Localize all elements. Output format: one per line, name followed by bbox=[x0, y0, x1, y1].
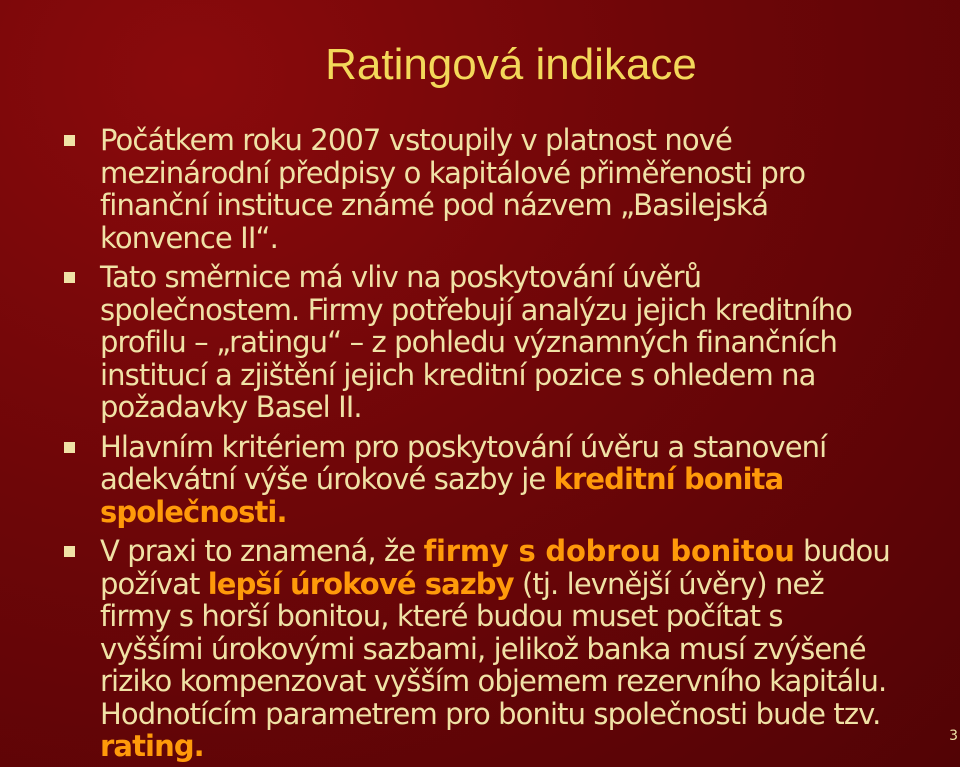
bullet-text: budou bbox=[794, 534, 890, 568]
bullet-text-line: vyššími úrokovými sazbami, jelikož banka musí zvýšené bbox=[100, 631, 866, 666]
highlight-kreditni-bonita: kreditní bonita bbox=[553, 462, 784, 496]
bullet-text-line: firmy s horší bonitou, které budou muset počítat s bbox=[100, 599, 783, 633]
highlight-rating: rating. bbox=[100, 729, 204, 763]
bullet-text: adekvátní výše úrokové sazby je bbox=[100, 462, 554, 496]
bullet-text-line bbox=[100, 535, 952, 568]
bullet-text-line: požadavky Basel II. bbox=[100, 390, 362, 424]
bullet-text-line: Tato směrnice má vliv na poskytování úvěrů bbox=[100, 260, 702, 294]
bullet-text-line: Hodnotícím parametrem pro bonitu společnosti bude tzv. bbox=[100, 696, 881, 731]
bullet-text: V praxi to znamená, že bbox=[100, 534, 424, 568]
bullet-list bbox=[0, 124, 960, 763]
square-bullet-icon bbox=[64, 272, 75, 283]
bullet-text-line bbox=[100, 496, 952, 529]
bullet-text-line: finanční instituce známé pod názvem „Basilejská bbox=[100, 188, 769, 222]
bullet-text-line: Počátkem roku 2007 vstoupily v platnost nové bbox=[100, 123, 732, 157]
square-bullet-icon bbox=[64, 442, 75, 453]
slide-title: Ratingová indikace bbox=[325, 40, 697, 89]
bullet-item bbox=[0, 124, 960, 254]
bullet-text: požívat bbox=[100, 566, 208, 601]
bullet-text-line: profilu – „ratingu“ – z pohledu významných finančních bbox=[100, 325, 838, 359]
bullet-text-line: konvence II“. bbox=[100, 220, 278, 255]
bullet-text-line: institucí a zjištění jejich kreditní pozice s ohledem na bbox=[100, 357, 816, 392]
bullet-text-line bbox=[100, 568, 952, 601]
bullet-text-line: Hlavním kritériem pro poskytování úvěru a stanovení bbox=[100, 429, 827, 464]
bullet-text-line bbox=[100, 463, 952, 496]
bullet-text-line bbox=[100, 730, 952, 763]
bullet-text-line: společnostem. Firmy potřebují analýzu jejich kreditního bbox=[100, 292, 853, 327]
bullet-text: (tj. levnější úvěry) než bbox=[513, 566, 824, 601]
highlight-spolecnosti: společnosti. bbox=[100, 494, 287, 529]
highlight-firmy-s-dobrou-bonitou: firmy s dobrou bonitou bbox=[423, 534, 795, 568]
bullet-item bbox=[0, 535, 960, 763]
square-bullet-icon bbox=[64, 546, 75, 557]
page-number: 3 bbox=[949, 728, 958, 744]
square-bullet-icon bbox=[64, 135, 75, 146]
highlight-lepsi-urokove-sazby: lepší úrokové sazby bbox=[207, 566, 514, 601]
bullet-item bbox=[0, 431, 960, 529]
bullet-text-line: riziko kompenzovat vyšším objemem rezervního kapitálu. bbox=[100, 664, 887, 698]
bullet-item bbox=[0, 261, 960, 424]
bullet-text-line: mezinárodní předpisy o kapitálové přiměřenosti pro bbox=[100, 155, 806, 190]
